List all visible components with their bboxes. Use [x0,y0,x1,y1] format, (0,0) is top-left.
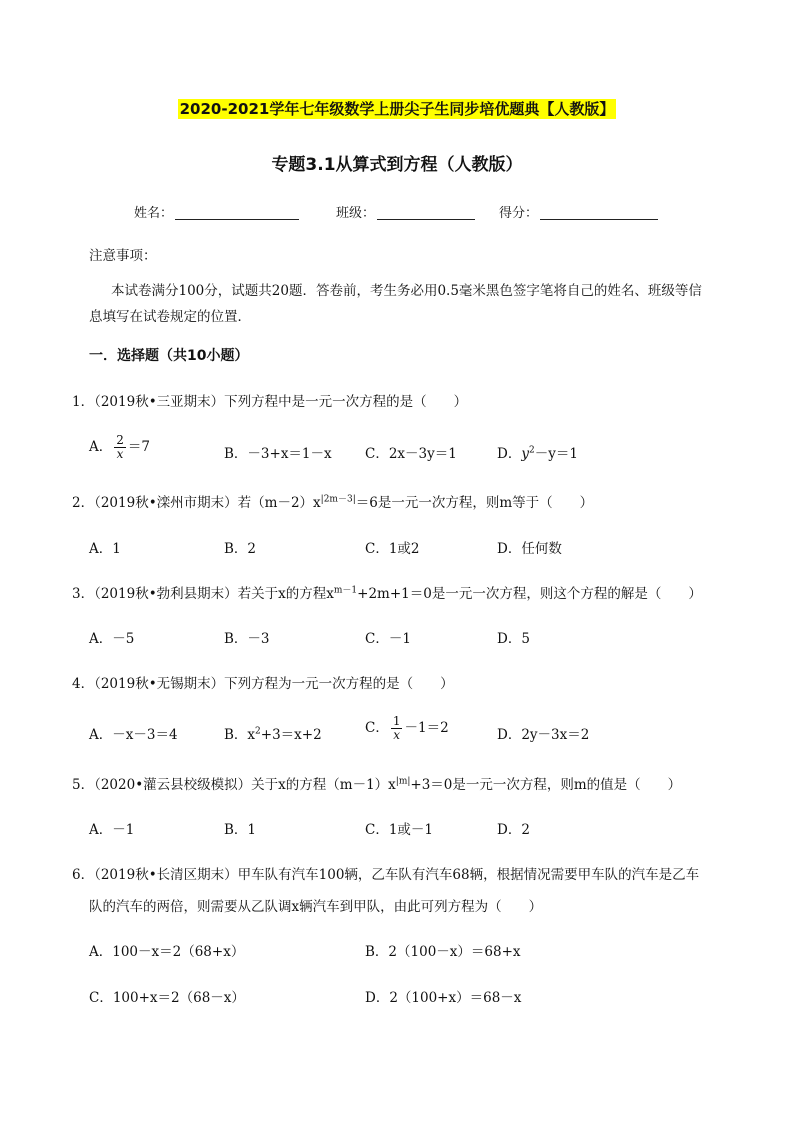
header-banner [0,98,794,119]
exponent: m－1 [333,585,358,596]
question-4-stem: 4．（2019秋•无锡期末）下列方程为一元一次方程的是（ ） [72,676,454,692]
question-6-option-b: B．2（100－x）＝68+x [365,944,521,960]
option-rest: －y＝1 [534,446,578,462]
base: y [521,446,529,462]
question-3-option-b: B．－3 [224,631,270,647]
option-label: D． [497,446,522,462]
denominator: x [393,728,401,742]
question-5-stem [72,773,681,793]
question-4-option-c [365,715,449,742]
exponent: 2 [528,445,535,456]
class-field [336,202,475,221]
question-5-option-b: B．1 [224,822,257,838]
numerator: 2 [116,433,124,447]
header-banner-text: 2020-2021学年七年级数学上册尖子生同步培优题典【人教版】 [179,100,615,118]
name-label: 姓名： [134,206,174,221]
stem-part: 3．（2019秋•勃利县期末）若关于x的方程x [72,586,334,602]
fraction [114,434,126,461]
fraction [391,715,403,742]
question-5-option-a: A．－1 [89,822,135,838]
question-4-option-d: D．2y－3x＝2 [497,727,590,743]
option-label: A． [89,439,113,455]
question-1-option-d [497,442,578,462]
exponent: 2 [255,726,261,737]
option-label: C． [365,720,389,736]
question-2-option-d: D．任何数 [497,541,562,557]
question-5-option-d: D．2 [497,822,530,838]
question-2-option-a: A．1 [89,541,121,557]
notes-line-2: 息填写在试卷规定的位置． [89,309,251,325]
question-6-option-d: D．2（100+x）＝68－x [365,990,522,1006]
section-heading: 一．选择题（共10小题） [89,348,249,364]
question-6-stem-line-2: 队的汽车的两倍，则需要从乙队调x辆汽车到甲队，由此可列方程为（ ） [89,899,543,915]
stem-part: 2．（2019秋•滦州市期末）若（m－2）x [72,495,321,511]
option-part: B．x [224,727,256,743]
page-title: 专题3.1从算式到方程（人教版） [271,155,523,175]
class-label: 班级： [336,206,376,221]
denominator: x [116,447,124,461]
question-3-option-d: D．5 [497,631,530,647]
option-part: +3＝x+2 [260,727,322,743]
exponent: |2m－3| [320,494,356,505]
question-1-stem: 1．（2019秋•三亚期末）下列方程中是一元一次方程的是（ ） [72,394,468,410]
question-1-option-a [89,434,150,461]
option-rest: －1＝2 [404,720,449,736]
stem-part: ＝6是一元一次方程，则m等于（ ） [355,495,594,511]
name-field [134,202,299,221]
stem-part: +2m+1＝0是一元一次方程，则这个方程的解是（ ） [357,586,702,602]
notes-line-1: 本试卷满分100分，试题共20题．答卷前，考生务必用0.5毫米黑色签字笔将自己的姓名、班级等信 [111,283,702,299]
numerator: 1 [392,714,401,728]
question-3-option-a: A．－5 [89,631,135,647]
score-label: 得分： [499,206,539,221]
question-4-option-a: A．－x－3＝4 [89,727,178,743]
stem-part: 5．（2020•灌云县校级模拟）关于x的方程（m－1）x [72,777,396,793]
question-2-option-b: B．2 [224,541,257,557]
class-blank [377,206,475,220]
question-5-option-c: C．1或－1 [365,822,434,838]
notes-heading: 注意事项： [89,248,157,264]
option-rest: ＝7 [127,439,150,455]
question-3-stem [72,582,702,602]
name-blank [175,206,299,220]
stem-part: +3＝0是一元一次方程，则m的值是（ ） [410,777,682,793]
question-2-option-c: C．1或2 [365,541,420,557]
question-2-stem [72,491,593,511]
question-4-option-b [224,723,322,743]
score-blank [540,206,658,220]
question-6-option-a: A．100－x＝2（68+x） [89,944,245,960]
exponent: |m| [395,776,411,787]
question-6-stem-line-1: 6．（2019秋•长清区期末）甲车队有汽车100辆，乙车队有汽车68辆，根据情况需要甲车队的汽车是乙车 [72,867,700,883]
question-1-option-c: C．2x－3y＝1 [365,446,457,462]
score-field [499,202,658,221]
question-3-option-c: C．－1 [365,631,411,647]
question-1-option-b: B．－3+x＝1－x [224,446,332,462]
question-6-option-c: C．100+x＝2（68－x） [89,990,245,1006]
